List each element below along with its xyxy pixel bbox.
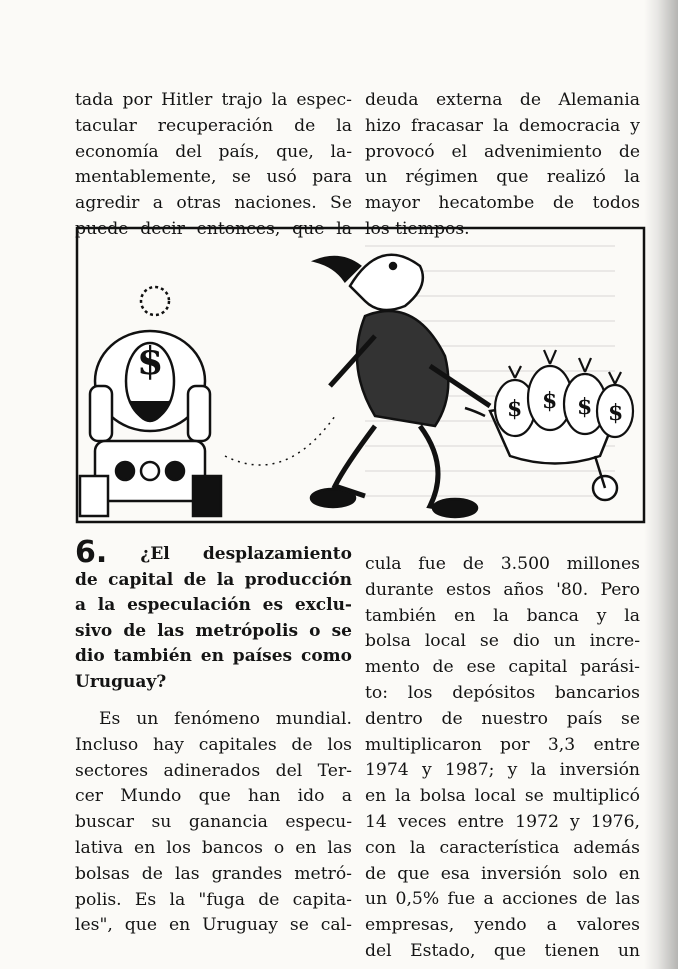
text-line: con la característica además xyxy=(365,837,640,858)
question-number: 6. xyxy=(75,535,108,570)
bottom-right-column xyxy=(365,552,640,965)
text-line: mayor hecatombe de todos xyxy=(365,193,640,214)
text-line: mentablemente, se usó para xyxy=(75,167,352,188)
text-line: multiplicaron por 3,3 entre xyxy=(365,734,640,755)
text-line: mento de ese capital parási- xyxy=(365,657,640,678)
worker-figure xyxy=(80,287,221,516)
answer-paragraph xyxy=(75,707,352,939)
dollar-sign-icon: $ xyxy=(608,400,624,426)
text-line: los tiempos. xyxy=(365,218,470,239)
text-line: agredir a otras naciones. Se xyxy=(75,193,352,214)
question-line: sivo de las metrópolis o se xyxy=(75,620,352,641)
dollar-sign-icon: $ xyxy=(137,338,164,383)
text-line: bolsa local se dio un incre- xyxy=(365,631,640,652)
text-line: puede decir entonces, que la xyxy=(75,218,352,239)
text-line: Incluso hay capitales de los xyxy=(75,734,352,755)
text-line: del Estado, que tienen un xyxy=(365,940,640,961)
text-line: deuda externa de Alemania xyxy=(365,90,640,110)
text-line: to: los depósitos bancarios xyxy=(365,682,640,703)
text-line: también en la banca y la xyxy=(365,605,640,626)
text-line: cula fue de 3.500 millones xyxy=(365,554,640,574)
text-line: polis. Es la "fuga de capita- xyxy=(75,889,352,910)
capitalist-figure xyxy=(311,255,490,517)
text-line: buscar su ganancia especu- xyxy=(75,812,352,833)
text-line: provocó el advenimiento de xyxy=(365,141,640,162)
text-line: hizo fracasar la democracia y xyxy=(365,115,640,136)
question-heading xyxy=(75,535,352,695)
question-line: de capital de la producción xyxy=(75,569,352,590)
text-line: de que esa inversión solo en xyxy=(365,863,640,884)
text-line: empresas, yendo a valores xyxy=(365,915,640,936)
text-line: un 0,5% fue a acciones de las xyxy=(365,889,640,910)
text-line: lativa en los bancos o en las xyxy=(75,837,352,858)
text-line: 1974 y 1987; y la inversión xyxy=(365,760,640,781)
text-line: durante estos años '80. Pero xyxy=(365,579,640,600)
bottom-left-column xyxy=(75,535,352,939)
text-line: Es un fenómeno mundial. xyxy=(99,709,352,729)
text-line: 14 veces entre 1972 y 1976, xyxy=(365,811,640,832)
text-line: bolsas de las grandes metró- xyxy=(75,863,352,884)
text-line: tada por Hitler trajo la espec- xyxy=(75,90,352,110)
text-line: tacular recuperación de la xyxy=(75,115,352,136)
page-edge-shadow xyxy=(644,0,678,969)
cartoon-illustration xyxy=(75,226,646,526)
top-left-column xyxy=(75,88,352,243)
dollar-sign-icon: $ xyxy=(507,396,523,422)
text-line: economía del país, que, la- xyxy=(75,141,352,162)
question-line: a la especulación es exclu- xyxy=(75,595,352,615)
top-right-column xyxy=(365,88,640,243)
question-line: dio también en países como xyxy=(75,646,352,666)
question-text: ¿El desplazamiento xyxy=(107,544,352,564)
text-line: en la bolsa local se multiplicó xyxy=(365,786,640,807)
dollar-sign-icon: $ xyxy=(577,394,593,420)
text-line: dentro de nuestro país se xyxy=(365,708,640,729)
text-line: les", que en Uruguay se cal- xyxy=(75,915,352,936)
text-line: cer Mundo que han ido a xyxy=(75,786,352,807)
question-line: Uruguay? xyxy=(75,671,167,692)
dollar-sign-icon: $ xyxy=(542,388,558,414)
cartoon-drawing xyxy=(75,226,646,526)
text-line: sectores adinerados del Ter- xyxy=(75,760,352,781)
text-line: un régimen que realizó la xyxy=(365,167,640,188)
